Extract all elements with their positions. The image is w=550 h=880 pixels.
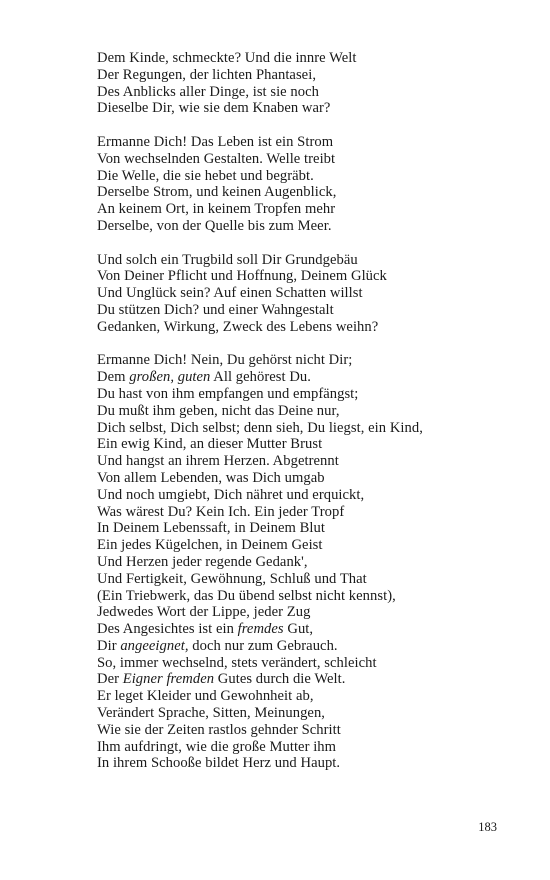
poem-line (97, 285, 517, 302)
text-run: Von Deiner Pflicht und Hoffnung, Deinem Glück (97, 268, 387, 285)
poem-line (97, 201, 517, 218)
poem-line (97, 420, 517, 437)
poem-line (97, 100, 517, 117)
text-run: An keinem Ort, in keinem Tropfen mehr (97, 201, 336, 218)
poem-line (97, 403, 517, 420)
text-run: Du stützen Dich? und einer Wahngestalt (97, 301, 334, 318)
page-number: 183 (478, 820, 497, 834)
poem-line (97, 386, 517, 403)
stanza (97, 50, 517, 117)
poem-line (97, 755, 517, 772)
poem-line (97, 50, 517, 67)
text-run: Ein ewig Kind, an dieser Mutter Brust (97, 436, 323, 453)
poem-line (97, 705, 517, 722)
text-run: In Deinem Lebenssaft, in Deinem Blut (97, 520, 325, 537)
stanza (97, 134, 517, 235)
emphasized-text: großen, guten (129, 369, 211, 386)
poem-line (97, 520, 517, 537)
text-run: Die Welle, die sie hebet und begräbt. (97, 167, 314, 184)
poem-line (97, 302, 517, 319)
text-run: Ermanne Dich! Nein, Du gehörst nicht Dir; (97, 352, 353, 369)
text-run: Was wärest Du? Kein Ich. Ein jeder Tropf (97, 503, 345, 520)
poem-line (97, 369, 517, 386)
text-run: Derselbe, von der Quelle bis zum Meer. (97, 217, 332, 234)
poem-line (97, 218, 517, 235)
poem-line (97, 638, 517, 655)
text-run: Des Anblicks aller Dinge, ist sie noch (97, 83, 319, 100)
poem-line (97, 504, 517, 521)
poem-line (97, 67, 517, 84)
text-run: doch nur zum Gebrauch. (188, 637, 338, 654)
text-run: Er leget Kleider und Gewohnheit ab, (97, 688, 314, 705)
emphasized-text: angeeignet, (120, 637, 189, 654)
poem-text (97, 50, 517, 772)
text-run: Der Regungen, der lichten Phantasei, (97, 66, 317, 83)
poem-line (97, 688, 517, 705)
poem-line (97, 319, 517, 336)
emphasized-text: Eigner fremden (122, 671, 215, 688)
text-run: Und noch umgiebt, Dich nähret und erquickt, (97, 486, 365, 503)
text-run: Du hast von ihm empfangen und empfängst; (97, 385, 359, 402)
poem-line (97, 537, 517, 554)
poem-line (97, 470, 517, 487)
text-run: Des Angesichtes ist ein (97, 621, 238, 638)
text-run: Ein jedes Kügelchen, in Deinem Geist (97, 537, 323, 554)
text-run: Und Fertigkeit, Gewöhnung, Schluß und That (97, 570, 367, 587)
text-run: Von allem Lebenden, was Dich umgab (97, 469, 325, 486)
text-run: So, immer wechselnd, stets verändert, schleicht (97, 654, 377, 671)
poem-line (97, 671, 517, 688)
poem-line (97, 554, 517, 571)
poem-line (97, 655, 517, 672)
text-run: All gehörest Du. (210, 369, 311, 386)
text-run: Dir (97, 637, 121, 654)
poem-line (97, 739, 517, 756)
text-run: Von wechselnden Gestalten. Welle treibt (97, 150, 336, 167)
poem-line (97, 487, 517, 504)
emphasized-text: fremdes (237, 621, 284, 638)
text-run: Gedanken, Wirkung, Zweck des Lebens weihn? (97, 318, 379, 335)
poem-line (97, 722, 517, 739)
text-run: Dieselbe Dir, wie sie dem Knaben war? (97, 100, 331, 117)
poem-line (97, 352, 517, 369)
text-run: Wie sie der Zeiten rastlos gehnder Schritt (97, 721, 341, 738)
poem-line (97, 588, 517, 605)
text-run: Derselbe Strom, und keinen Augenblick, (97, 184, 337, 201)
poem-line (97, 84, 517, 101)
poem-line (97, 184, 517, 201)
text-run: Ermanne Dich! Das Leben ist ein Strom (97, 133, 334, 150)
poem-line (97, 621, 517, 638)
stanza (97, 252, 517, 336)
poem-line (97, 604, 517, 621)
text-run: In ihrem Schooße bildet Herz und Haupt. (97, 755, 341, 772)
text-run: Und Herzen jeder regende Gedank', (97, 553, 308, 570)
stanza (97, 352, 517, 772)
text-run: Verändert Sprache, Sitten, Meinungen, (97, 705, 325, 722)
text-run: Gut, (283, 621, 314, 638)
text-run: Dich selbst, Dich selbst; denn sieh, Du liegst, ein Kind, (97, 419, 423, 436)
text-run: Und hangst an ihrem Herzen. Abgetrennt (97, 453, 339, 470)
poem-line (97, 252, 517, 269)
text-run: Und Unglück sein? Auf einen Schatten willst (97, 285, 363, 302)
text-run: (Ein Triebwerk, das Du übend selbst nicht kennst), (97, 587, 396, 604)
poem-line (97, 268, 517, 285)
text-run: Gutes durch die Welt. (214, 671, 346, 688)
poem-line (97, 571, 517, 588)
text-run: Du mußt ihm geben, nicht das Deine nur, (97, 402, 340, 419)
text-run: Der (97, 671, 123, 688)
text-run: Dem (97, 369, 130, 386)
text-run: Jedwedes Wort der Lippe, jeder Zug (97, 604, 311, 621)
text-run: Dem Kinde, schmeckte? Und die innre Welt (97, 50, 357, 66)
poem-line (97, 134, 517, 151)
poem-line (97, 453, 517, 470)
poem-line (97, 168, 517, 185)
text-run: Und solch ein Trugbild soll Dir Grundgebäu (97, 251, 358, 268)
poem-line (97, 436, 517, 453)
poem-line (97, 151, 517, 168)
text-run: Ihm aufdringt, wie die große Mutter ihm (97, 738, 337, 755)
